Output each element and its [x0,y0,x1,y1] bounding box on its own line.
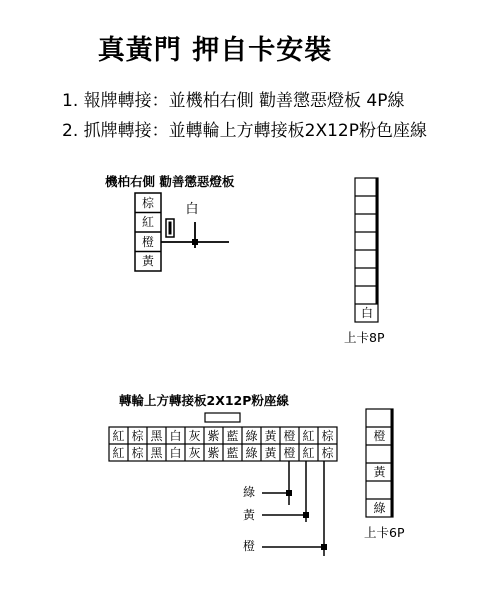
card-8p-box [355,178,378,322]
left-pin: 橙 [141,234,154,249]
card-8p-label: 上卡8P [344,330,385,345]
board-pin-top: 棕 [321,428,334,443]
board-pin-top: 紅 [112,428,125,443]
board-pin-bottom: 灰 [188,445,201,460]
board-pin-bottom: 紫 [207,445,220,460]
board-pin-bottom: 棕 [321,445,334,460]
board-pin-bottom: 藍 [226,445,239,460]
board-pin-top: 橙 [283,428,296,443]
board-pin-top: 綠 [245,428,258,443]
white-wire-plug [166,219,174,237]
wire-joint [192,239,198,245]
left-panel-label: 機柏右側 勸善懲惡燈板 [105,174,235,189]
board-pin-top: 白 [169,428,182,443]
card-6p-label: 上卡6P [364,525,405,540]
board-pin-top: 灰 [188,428,201,443]
board-wires [262,461,324,556]
card-8p-pin: 白 [360,306,373,320]
left-pin: 紅 [141,215,154,230]
board-pin-bottom: 紅 [302,445,315,460]
board-pin-top: 黑 [150,428,163,443]
board-pin-bottom: 白 [169,445,182,460]
board-grid [109,427,337,461]
card-6p-pin: 橙 [373,429,386,443]
board-latch [205,413,240,422]
board-pin-bottom: 橙 [283,445,296,460]
left-pin: 棕 [141,195,154,210]
wire-label-green: 綠 [242,485,255,499]
card-6p-box [366,409,393,517]
board-pin-bottom: 棕 [131,445,144,460]
page-title: 真黃門 押自卡安裝 [97,35,333,66]
instruction-line-1: 1. 報牌轉接：並機柏右側 勸善懲惡燈板 4P線 [62,91,405,111]
instruction-line-2: 2. 抓牌轉接：並轉輪上方轉接板2X12P粉色座線 [62,121,427,141]
left-connector-box [135,193,161,271]
wire-label-orange: 橙 [242,539,255,553]
board-pin-top: 黃 [264,428,277,443]
board-pin-bottom: 黃 [264,445,277,460]
white-wire-label: 白 [185,201,199,217]
board-pin-top: 紅 [302,428,315,443]
board-pin-top: 棕 [131,428,144,443]
board-pin-top: 紫 [207,428,220,443]
left-pin: 黃 [141,254,154,269]
wire-label-yellow: 黃 [242,508,255,522]
board-pin-bottom: 紅 [112,445,125,460]
board-label: 轉輪上方轉接板2X12P粉座線 [119,393,289,408]
board-pin-bottom: 黑 [150,445,163,460]
board-pin-bottom: 綠 [245,445,258,460]
card-6p-pin: 黃 [373,465,386,479]
board-pin-top: 藍 [226,428,239,443]
card-6p-pin: 綠 [373,501,386,515]
